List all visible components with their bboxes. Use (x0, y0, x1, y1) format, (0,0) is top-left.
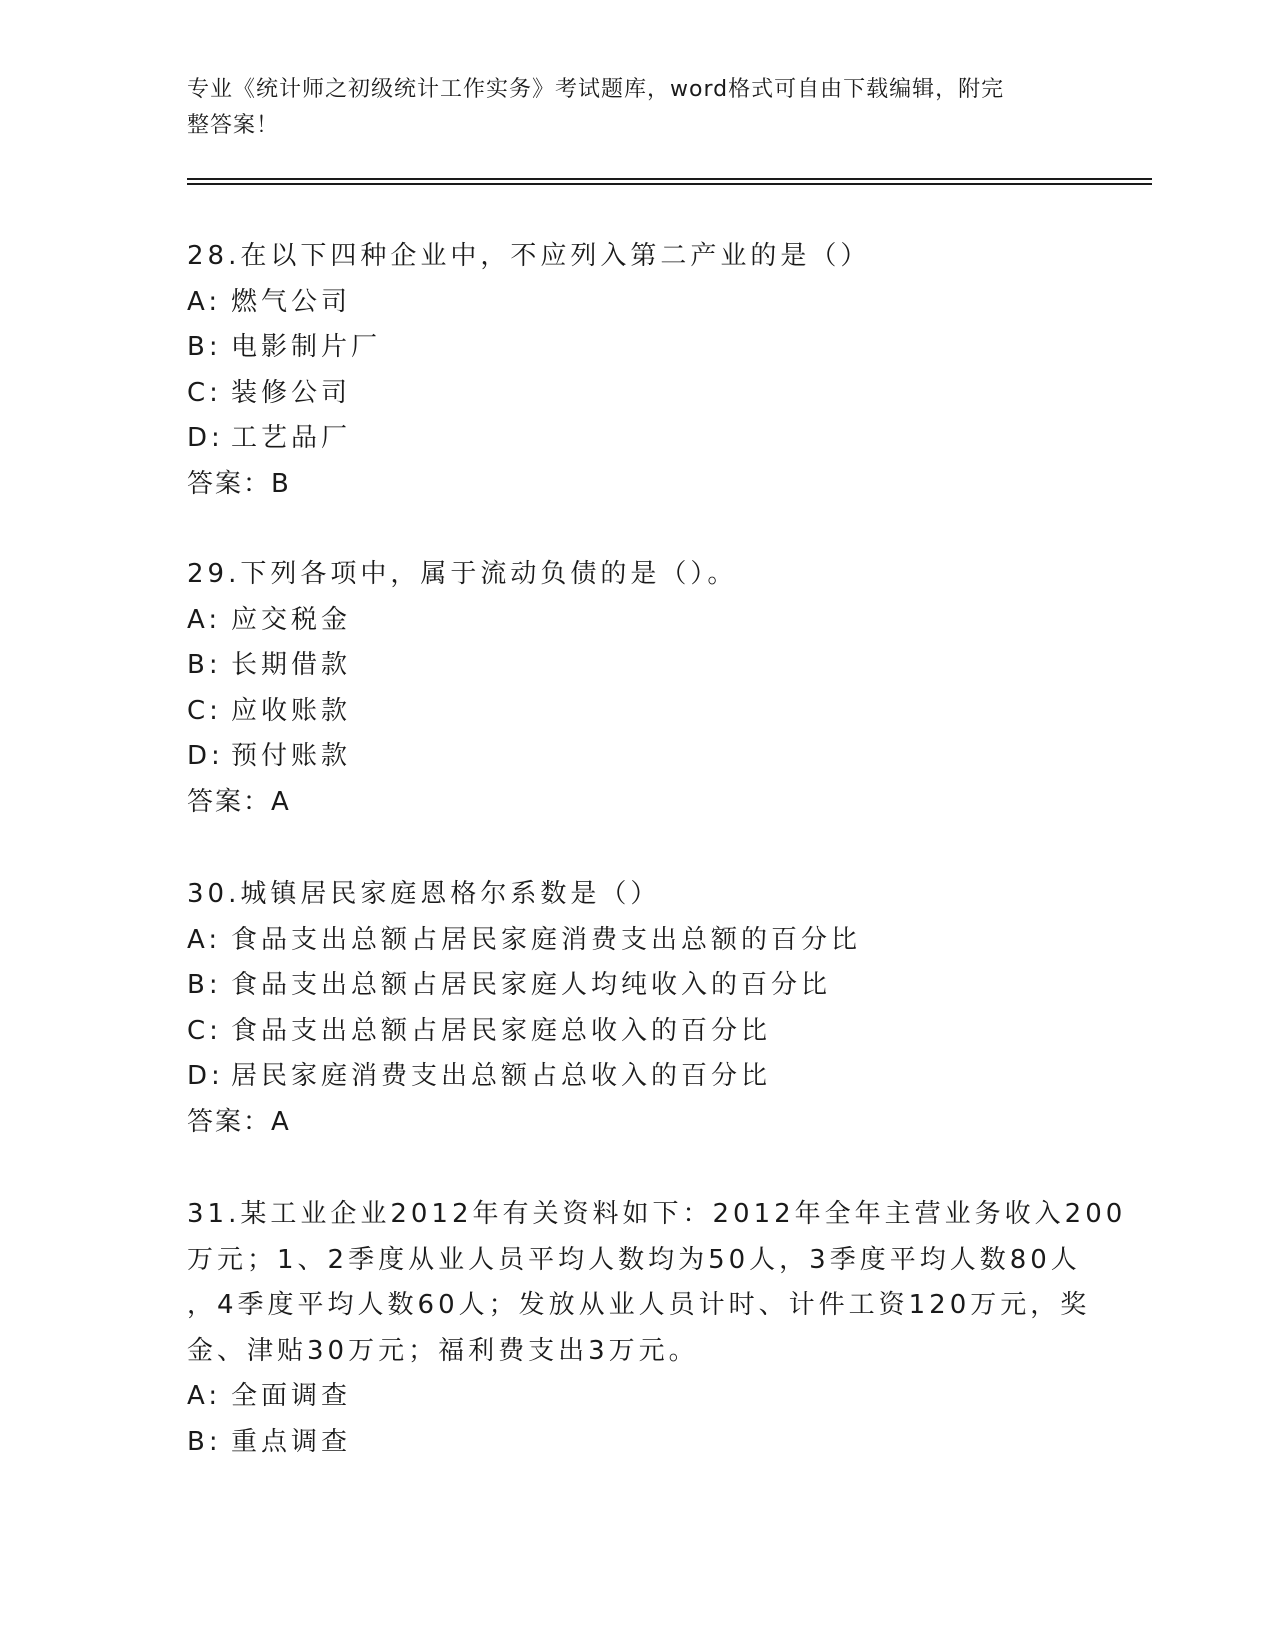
option-b (187, 643, 1067, 689)
option-key: D: (187, 1061, 224, 1091)
option-d (187, 416, 1067, 462)
answer-line: 答案：A (187, 786, 291, 817)
option-d (187, 1054, 1067, 1100)
option-d (187, 734, 1067, 780)
option-text: 预付账款 (231, 741, 352, 771)
question-stem: 29.下列各项中，属于流动负债的是（）。 (187, 559, 738, 589)
question-stem-line: 万元；1、2季度从业人员平均人数均为50人，3季度平均人数80人 (187, 1244, 1081, 1275)
option-text: 食品支出总额占居民家庭人均纯收入的百分比 (231, 970, 832, 1000)
option-key: B: (187, 650, 222, 680)
question-30 (187, 872, 1067, 1145)
option-b (187, 1420, 1067, 1466)
question-stem-line: ，4季度平均人数60人；发放从业人员计时、计件工资120万元，奖 (187, 1290, 1091, 1320)
option-key: D: (187, 423, 224, 453)
option-a (187, 598, 1067, 644)
option-b (187, 325, 1067, 371)
option-text: 装修公司 (231, 377, 352, 408)
question-stem-line: 金、津贴30万元；福利费支出3万元。 (187, 1335, 699, 1366)
option-key: A: (187, 924, 222, 955)
answer-line: 答案：B (187, 468, 291, 499)
option-text: 居民家庭消费支出总额占总收入的百分比 (231, 1061, 772, 1091)
option-a (187, 918, 1067, 964)
option-text: 重点调查 (231, 1426, 352, 1457)
header-divider-bottom (187, 183, 1152, 185)
header-divider-top (187, 178, 1152, 180)
option-key: C: (187, 377, 222, 408)
option-key: B: (187, 332, 222, 362)
option-text: 食品支出总额占居民家庭消费支出总额的百分比 (231, 924, 862, 955)
question-stem-line: 31.某工业企业2012年有关资料如下：2012年全年主营业务收入200 (187, 1199, 1127, 1229)
option-key: D: (187, 741, 224, 771)
header-line-1: 专业《统计师之初级统计工作实务》考试题库，word格式可自由下载编辑，附完 (187, 77, 1005, 102)
option-text: 燃气公司 (231, 286, 352, 317)
option-key: A: (187, 1381, 222, 1411)
answer-line: 答案：A (187, 1106, 291, 1137)
question-29 (187, 552, 1067, 825)
option-text: 食品支出总额占居民家庭总收入的百分比 (231, 1015, 772, 1046)
option-a (187, 280, 1067, 326)
document-header (187, 72, 1067, 144)
option-text: 全面调查 (231, 1381, 352, 1411)
option-text: 应交税金 (231, 604, 352, 635)
option-c (187, 689, 1067, 735)
option-key: A: (187, 286, 222, 317)
option-text: 电影制片厂 (231, 332, 382, 362)
option-key: C: (187, 1015, 222, 1046)
option-text: 工艺品厂 (231, 423, 352, 453)
option-c (187, 371, 1067, 417)
question-stem: 30.城镇居民家庭恩格尔系数是（） (187, 879, 661, 909)
option-key: A: (187, 604, 222, 635)
option-key: B: (187, 970, 222, 1000)
option-c (187, 1009, 1067, 1055)
question-stem: 28.在以下四种企业中，不应列入第二产业的是（） (187, 241, 871, 271)
question-28 (187, 234, 1067, 507)
option-key: C: (187, 695, 222, 726)
question-31 (187, 1192, 1127, 1465)
option-text: 应收账款 (231, 695, 352, 726)
option-b (187, 963, 1067, 1009)
header-line-2: 整答案！ (187, 113, 280, 138)
option-a (187, 1374, 1067, 1420)
option-text: 长期借款 (231, 650, 352, 680)
option-key: B: (187, 1426, 222, 1457)
